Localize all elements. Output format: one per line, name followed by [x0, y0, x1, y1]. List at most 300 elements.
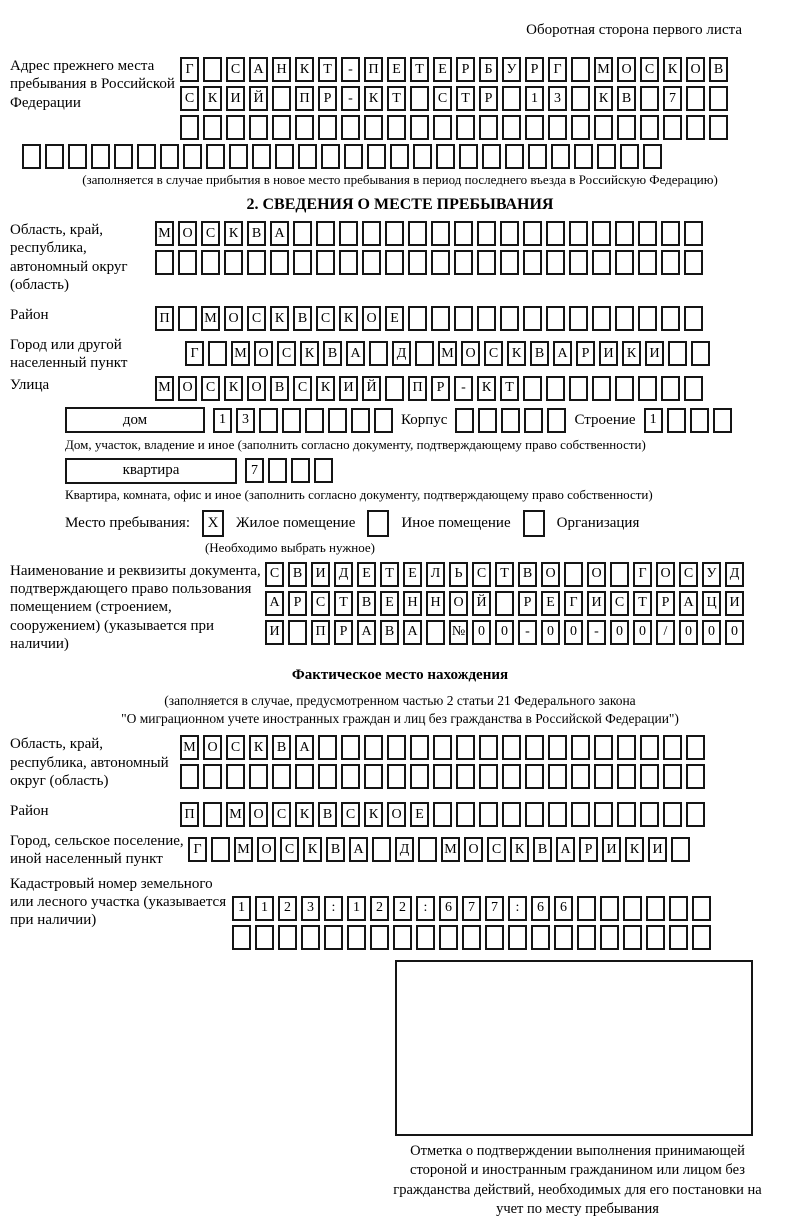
char-cell[interactable]: Р	[479, 86, 498, 111]
char-cell[interactable]	[709, 86, 728, 111]
char-cell[interactable]: 0	[679, 620, 698, 645]
char-cell[interactable]	[669, 925, 688, 950]
char-cell[interactable]: Е	[380, 591, 399, 616]
char-cell[interactable]: П	[311, 620, 330, 645]
char-cell[interactable]: Н	[426, 591, 445, 616]
char-cell[interactable]: К	[510, 837, 529, 862]
char-cell[interactable]	[364, 115, 383, 140]
char-cell[interactable]	[524, 408, 543, 433]
char-cell[interactable]: 7	[485, 896, 504, 921]
char-cell[interactable]: О	[587, 562, 606, 587]
char-cell[interactable]: К	[364, 802, 383, 827]
char-cell[interactable]: 7	[462, 896, 481, 921]
char-cell[interactable]	[305, 408, 324, 433]
char-cell[interactable]	[684, 250, 703, 275]
char-cell[interactable]: Й	[472, 591, 491, 616]
char-cell[interactable]	[478, 408, 497, 433]
char-cell[interactable]: 0	[610, 620, 629, 645]
char-cell[interactable]	[301, 925, 320, 950]
char-cell[interactable]: К	[364, 86, 383, 111]
char-cell[interactable]: Н	[403, 591, 422, 616]
char-cell[interactable]: В	[709, 57, 728, 82]
char-cell[interactable]: 0	[541, 620, 560, 645]
char-cell[interactable]	[178, 306, 197, 331]
char-cell[interactable]	[638, 221, 657, 246]
char-cell[interactable]	[638, 250, 657, 275]
char-cell[interactable]	[431, 250, 450, 275]
char-cell[interactable]	[203, 115, 222, 140]
char-cell[interactable]	[416, 925, 435, 950]
char-cell[interactable]	[615, 306, 634, 331]
char-cell[interactable]: К	[300, 341, 319, 366]
apartment-field-caption-box[interactable]: квартира	[65, 458, 237, 484]
char-cell[interactable]	[615, 250, 634, 275]
char-cell[interactable]	[684, 376, 703, 401]
char-cell[interactable]	[663, 735, 682, 760]
char-cell[interactable]: К	[270, 306, 289, 331]
char-cell[interactable]: С	[265, 562, 284, 587]
char-cell[interactable]	[408, 306, 427, 331]
char-cell[interactable]	[68, 144, 87, 169]
char-cell[interactable]	[91, 144, 110, 169]
char-cell[interactable]	[278, 925, 297, 950]
house-field-caption-box[interactable]: дом	[65, 407, 205, 433]
char-cell[interactable]	[594, 764, 613, 789]
char-cell[interactable]	[617, 735, 636, 760]
char-cell[interactable]: В	[247, 221, 266, 246]
char-cell[interactable]: Р	[579, 837, 598, 862]
char-cell[interactable]	[203, 802, 222, 827]
char-cell[interactable]	[523, 376, 542, 401]
char-cell[interactable]	[600, 925, 619, 950]
char-cell[interactable]	[344, 144, 363, 169]
char-cell[interactable]	[479, 735, 498, 760]
char-cell[interactable]	[316, 221, 335, 246]
char-cell[interactable]	[501, 408, 520, 433]
char-cell[interactable]	[546, 306, 565, 331]
char-cell[interactable]	[385, 221, 404, 246]
char-cell[interactable]	[525, 764, 544, 789]
char-cell[interactable]	[431, 306, 450, 331]
char-cell[interactable]	[362, 250, 381, 275]
char-cell[interactable]: В	[357, 591, 376, 616]
char-cell[interactable]	[548, 735, 567, 760]
char-cell[interactable]	[203, 764, 222, 789]
char-cell[interactable]	[387, 735, 406, 760]
char-cell[interactable]	[505, 144, 524, 169]
char-cell[interactable]: М	[226, 802, 245, 827]
char-cell[interactable]	[686, 802, 705, 827]
char-cell[interactable]	[548, 115, 567, 140]
char-cell[interactable]	[669, 896, 688, 921]
char-cell[interactable]: Т	[380, 562, 399, 587]
char-cell[interactable]	[180, 764, 199, 789]
char-cell[interactable]	[661, 306, 680, 331]
char-cell[interactable]: П	[364, 57, 383, 82]
checkbox-organization[interactable]	[523, 510, 545, 537]
char-cell[interactable]	[592, 250, 611, 275]
char-cell[interactable]	[571, 86, 590, 111]
char-cell[interactable]: С	[484, 341, 503, 366]
char-cell[interactable]	[482, 144, 501, 169]
char-cell[interactable]: С	[640, 57, 659, 82]
char-cell[interactable]	[433, 802, 452, 827]
char-cell[interactable]: К	[249, 735, 268, 760]
char-cell[interactable]	[523, 250, 542, 275]
char-cell[interactable]: С	[341, 802, 360, 827]
char-cell[interactable]	[232, 925, 251, 950]
char-cell[interactable]	[328, 408, 347, 433]
char-cell[interactable]: 7	[245, 458, 264, 483]
char-cell[interactable]: С	[226, 57, 245, 82]
char-cell[interactable]: П	[180, 802, 199, 827]
char-cell[interactable]	[455, 408, 474, 433]
char-cell[interactable]: Г	[633, 562, 652, 587]
char-cell[interactable]: Д	[392, 341, 411, 366]
char-cell[interactable]	[431, 221, 450, 246]
char-cell[interactable]: 1	[255, 896, 274, 921]
checkbox-other-premise[interactable]	[367, 510, 389, 537]
char-cell[interactable]: -	[518, 620, 537, 645]
char-cell[interactable]	[252, 144, 271, 169]
char-cell[interactable]	[528, 144, 547, 169]
char-cell[interactable]	[272, 86, 291, 111]
char-cell[interactable]: Г	[548, 57, 567, 82]
char-cell[interactable]: К	[203, 86, 222, 111]
char-cell[interactable]	[114, 144, 133, 169]
char-cell[interactable]	[547, 408, 566, 433]
char-cell[interactable]: 1	[232, 896, 251, 921]
char-cell[interactable]: С	[679, 562, 698, 587]
char-cell[interactable]: А	[679, 591, 698, 616]
char-cell[interactable]	[485, 925, 504, 950]
char-cell[interactable]: М	[234, 837, 253, 862]
char-cell[interactable]: Е	[387, 57, 406, 82]
char-cell[interactable]: О	[617, 57, 636, 82]
char-cell[interactable]: 7	[663, 86, 682, 111]
char-cell[interactable]: Т	[410, 57, 429, 82]
char-cell[interactable]	[564, 562, 583, 587]
char-cell[interactable]: Р	[318, 86, 337, 111]
char-cell[interactable]	[646, 925, 665, 950]
char-cell[interactable]	[546, 250, 565, 275]
char-cell[interactable]: Е	[403, 562, 422, 587]
char-cell[interactable]	[203, 57, 222, 82]
char-cell[interactable]: Р	[656, 591, 675, 616]
char-cell[interactable]	[341, 735, 360, 760]
char-cell[interactable]: 6	[531, 896, 550, 921]
char-cell[interactable]: М	[155, 376, 174, 401]
char-cell[interactable]	[298, 144, 317, 169]
char-cell[interactable]: Г	[564, 591, 583, 616]
char-cell[interactable]	[293, 250, 312, 275]
char-cell[interactable]: О	[178, 376, 197, 401]
char-cell[interactable]	[259, 408, 278, 433]
char-cell[interactable]	[638, 306, 657, 331]
char-cell[interactable]	[22, 144, 41, 169]
char-cell[interactable]	[295, 115, 314, 140]
char-cell[interactable]	[663, 764, 682, 789]
char-cell[interactable]	[646, 896, 665, 921]
char-cell[interactable]	[364, 735, 383, 760]
char-cell[interactable]	[408, 221, 427, 246]
char-cell[interactable]	[272, 115, 291, 140]
char-cell[interactable]	[686, 764, 705, 789]
char-cell[interactable]: А	[265, 591, 284, 616]
char-cell[interactable]	[686, 735, 705, 760]
char-cell[interactable]: О	[257, 837, 276, 862]
char-cell[interactable]	[531, 925, 550, 950]
char-cell[interactable]: У	[502, 57, 521, 82]
char-cell[interactable]	[226, 115, 245, 140]
char-cell[interactable]: 0	[472, 620, 491, 645]
char-cell[interactable]: Р	[525, 57, 544, 82]
char-cell[interactable]: В	[380, 620, 399, 645]
char-cell[interactable]: В	[288, 562, 307, 587]
char-cell[interactable]	[229, 144, 248, 169]
char-cell[interactable]	[548, 764, 567, 789]
char-cell[interactable]: О	[249, 802, 268, 827]
char-cell[interactable]	[571, 57, 590, 82]
char-cell[interactable]: С	[316, 306, 335, 331]
char-cell[interactable]	[640, 764, 659, 789]
char-cell[interactable]: О	[541, 562, 560, 587]
char-cell[interactable]	[410, 764, 429, 789]
char-cell[interactable]: А	[295, 735, 314, 760]
char-cell[interactable]: 2	[393, 896, 412, 921]
char-cell[interactable]	[508, 925, 527, 950]
char-cell[interactable]: В	[270, 376, 289, 401]
char-cell[interactable]	[643, 144, 662, 169]
char-cell[interactable]	[571, 735, 590, 760]
char-cell[interactable]: Т	[318, 57, 337, 82]
char-cell[interactable]	[477, 306, 496, 331]
char-cell[interactable]	[571, 115, 590, 140]
char-cell[interactable]: С	[433, 86, 452, 111]
char-cell[interactable]	[692, 925, 711, 950]
char-cell[interactable]	[667, 408, 686, 433]
char-cell[interactable]: А	[556, 837, 575, 862]
char-cell[interactable]	[180, 115, 199, 140]
char-cell[interactable]	[339, 221, 358, 246]
char-cell[interactable]	[462, 925, 481, 950]
char-cell[interactable]	[454, 306, 473, 331]
char-cell[interactable]: -	[341, 57, 360, 82]
char-cell[interactable]	[291, 458, 310, 483]
char-cell[interactable]	[661, 250, 680, 275]
char-cell[interactable]: И	[645, 341, 664, 366]
char-cell[interactable]: 3	[548, 86, 567, 111]
char-cell[interactable]	[362, 221, 381, 246]
checkbox-residential[interactable]: X	[202, 510, 224, 537]
char-cell[interactable]: И	[226, 86, 245, 111]
char-cell[interactable]: /	[656, 620, 675, 645]
char-cell[interactable]: О	[362, 306, 381, 331]
char-cell[interactable]: Р	[431, 376, 450, 401]
char-cell[interactable]	[288, 620, 307, 645]
char-cell[interactable]	[249, 115, 268, 140]
char-cell[interactable]	[183, 144, 202, 169]
char-cell[interactable]: О	[686, 57, 705, 82]
char-cell[interactable]: Т	[387, 86, 406, 111]
char-cell[interactable]	[684, 306, 703, 331]
char-cell[interactable]: В	[533, 837, 552, 862]
char-cell[interactable]: Г	[185, 341, 204, 366]
char-cell[interactable]	[546, 221, 565, 246]
char-cell[interactable]: Е	[541, 591, 560, 616]
char-cell[interactable]: С	[180, 86, 199, 111]
char-cell[interactable]	[713, 408, 732, 433]
char-cell[interactable]	[597, 144, 616, 169]
char-cell[interactable]: М	[155, 221, 174, 246]
char-cell[interactable]	[495, 591, 514, 616]
char-cell[interactable]	[600, 896, 619, 921]
char-cell[interactable]	[477, 221, 496, 246]
char-cell[interactable]: Т	[334, 591, 353, 616]
char-cell[interactable]: И	[339, 376, 358, 401]
char-cell[interactable]	[502, 764, 521, 789]
char-cell[interactable]: 0	[702, 620, 721, 645]
char-cell[interactable]: :	[508, 896, 527, 921]
char-cell[interactable]: О	[203, 735, 222, 760]
char-cell[interactable]: №	[449, 620, 468, 645]
char-cell[interactable]: Н	[272, 57, 291, 82]
char-cell[interactable]: В	[326, 837, 345, 862]
char-cell[interactable]: К	[625, 837, 644, 862]
char-cell[interactable]: :	[416, 896, 435, 921]
char-cell[interactable]	[351, 408, 370, 433]
char-cell[interactable]: И	[725, 591, 744, 616]
char-cell[interactable]	[321, 144, 340, 169]
char-cell[interactable]	[569, 250, 588, 275]
char-cell[interactable]	[160, 144, 179, 169]
char-cell[interactable]	[661, 376, 680, 401]
char-cell[interactable]: И	[311, 562, 330, 587]
char-cell[interactable]	[387, 764, 406, 789]
char-cell[interactable]	[623, 896, 642, 921]
char-cell[interactable]	[456, 115, 475, 140]
char-cell[interactable]	[410, 86, 429, 111]
char-cell[interactable]: О	[656, 562, 675, 587]
char-cell[interactable]: А	[403, 620, 422, 645]
char-cell[interactable]	[640, 115, 659, 140]
char-cell[interactable]	[454, 221, 473, 246]
char-cell[interactable]	[617, 764, 636, 789]
char-cell[interactable]: Д	[334, 562, 353, 587]
char-cell[interactable]: В	[617, 86, 636, 111]
char-cell[interactable]	[479, 764, 498, 789]
char-cell[interactable]	[456, 764, 475, 789]
char-cell[interactable]	[459, 144, 478, 169]
char-cell[interactable]: П	[408, 376, 427, 401]
char-cell[interactable]	[686, 115, 705, 140]
char-cell[interactable]: В	[518, 562, 537, 587]
char-cell[interactable]	[270, 250, 289, 275]
char-cell[interactable]: К	[622, 341, 641, 366]
char-cell[interactable]	[206, 144, 225, 169]
char-cell[interactable]	[502, 115, 521, 140]
char-cell[interactable]: С	[272, 802, 291, 827]
char-cell[interactable]	[339, 250, 358, 275]
char-cell[interactable]: И	[602, 837, 621, 862]
char-cell[interactable]	[610, 562, 629, 587]
char-cell[interactable]	[415, 341, 434, 366]
char-cell[interactable]: К	[224, 376, 243, 401]
char-cell[interactable]: Р	[288, 591, 307, 616]
char-cell[interactable]	[369, 341, 388, 366]
char-cell[interactable]	[640, 735, 659, 760]
char-cell[interactable]	[569, 221, 588, 246]
char-cell[interactable]: О	[178, 221, 197, 246]
char-cell[interactable]	[640, 86, 659, 111]
char-cell[interactable]: Б	[479, 57, 498, 82]
char-cell[interactable]	[548, 802, 567, 827]
char-cell[interactable]: А	[346, 341, 365, 366]
char-cell[interactable]	[684, 221, 703, 246]
char-cell[interactable]	[500, 306, 519, 331]
char-cell[interactable]: Е	[357, 562, 376, 587]
char-cell[interactable]	[314, 458, 333, 483]
char-cell[interactable]	[456, 802, 475, 827]
char-cell[interactable]	[282, 408, 301, 433]
char-cell[interactable]	[268, 458, 287, 483]
char-cell[interactable]: 2	[370, 896, 389, 921]
char-cell[interactable]: К	[663, 57, 682, 82]
char-cell[interactable]: К	[303, 837, 322, 862]
char-cell[interactable]	[293, 221, 312, 246]
char-cell[interactable]: К	[477, 376, 496, 401]
char-cell[interactable]: -	[341, 86, 360, 111]
char-cell[interactable]	[523, 306, 542, 331]
char-cell[interactable]: 1	[347, 896, 366, 921]
char-cell[interactable]: О	[387, 802, 406, 827]
char-cell[interactable]	[390, 144, 409, 169]
char-cell[interactable]: Е	[385, 306, 404, 331]
char-cell[interactable]	[592, 306, 611, 331]
char-cell[interactable]: К	[295, 57, 314, 82]
char-cell[interactable]: К	[295, 802, 314, 827]
char-cell[interactable]	[211, 837, 230, 862]
char-cell[interactable]	[201, 250, 220, 275]
char-cell[interactable]: Т	[495, 562, 514, 587]
char-cell[interactable]	[426, 620, 445, 645]
char-cell[interactable]	[569, 376, 588, 401]
char-cell[interactable]	[569, 306, 588, 331]
char-cell[interactable]	[577, 925, 596, 950]
char-cell[interactable]	[374, 408, 393, 433]
char-cell[interactable]: 6	[554, 896, 573, 921]
char-cell[interactable]: О	[224, 306, 243, 331]
char-cell[interactable]: 0	[725, 620, 744, 645]
char-cell[interactable]: С	[226, 735, 245, 760]
char-cell[interactable]: У	[702, 562, 721, 587]
char-cell[interactable]	[341, 764, 360, 789]
char-cell[interactable]: Т	[456, 86, 475, 111]
char-cell[interactable]	[500, 250, 519, 275]
char-cell[interactable]	[594, 802, 613, 827]
char-cell[interactable]	[318, 735, 337, 760]
char-cell[interactable]	[551, 144, 570, 169]
char-cell[interactable]	[410, 115, 429, 140]
char-cell[interactable]	[439, 925, 458, 950]
char-cell[interactable]	[638, 376, 657, 401]
char-cell[interactable]: М	[201, 306, 220, 331]
char-cell[interactable]: К	[507, 341, 526, 366]
char-cell[interactable]	[500, 221, 519, 246]
char-cell[interactable]: Р	[576, 341, 595, 366]
char-cell[interactable]: -	[587, 620, 606, 645]
char-cell[interactable]	[523, 221, 542, 246]
